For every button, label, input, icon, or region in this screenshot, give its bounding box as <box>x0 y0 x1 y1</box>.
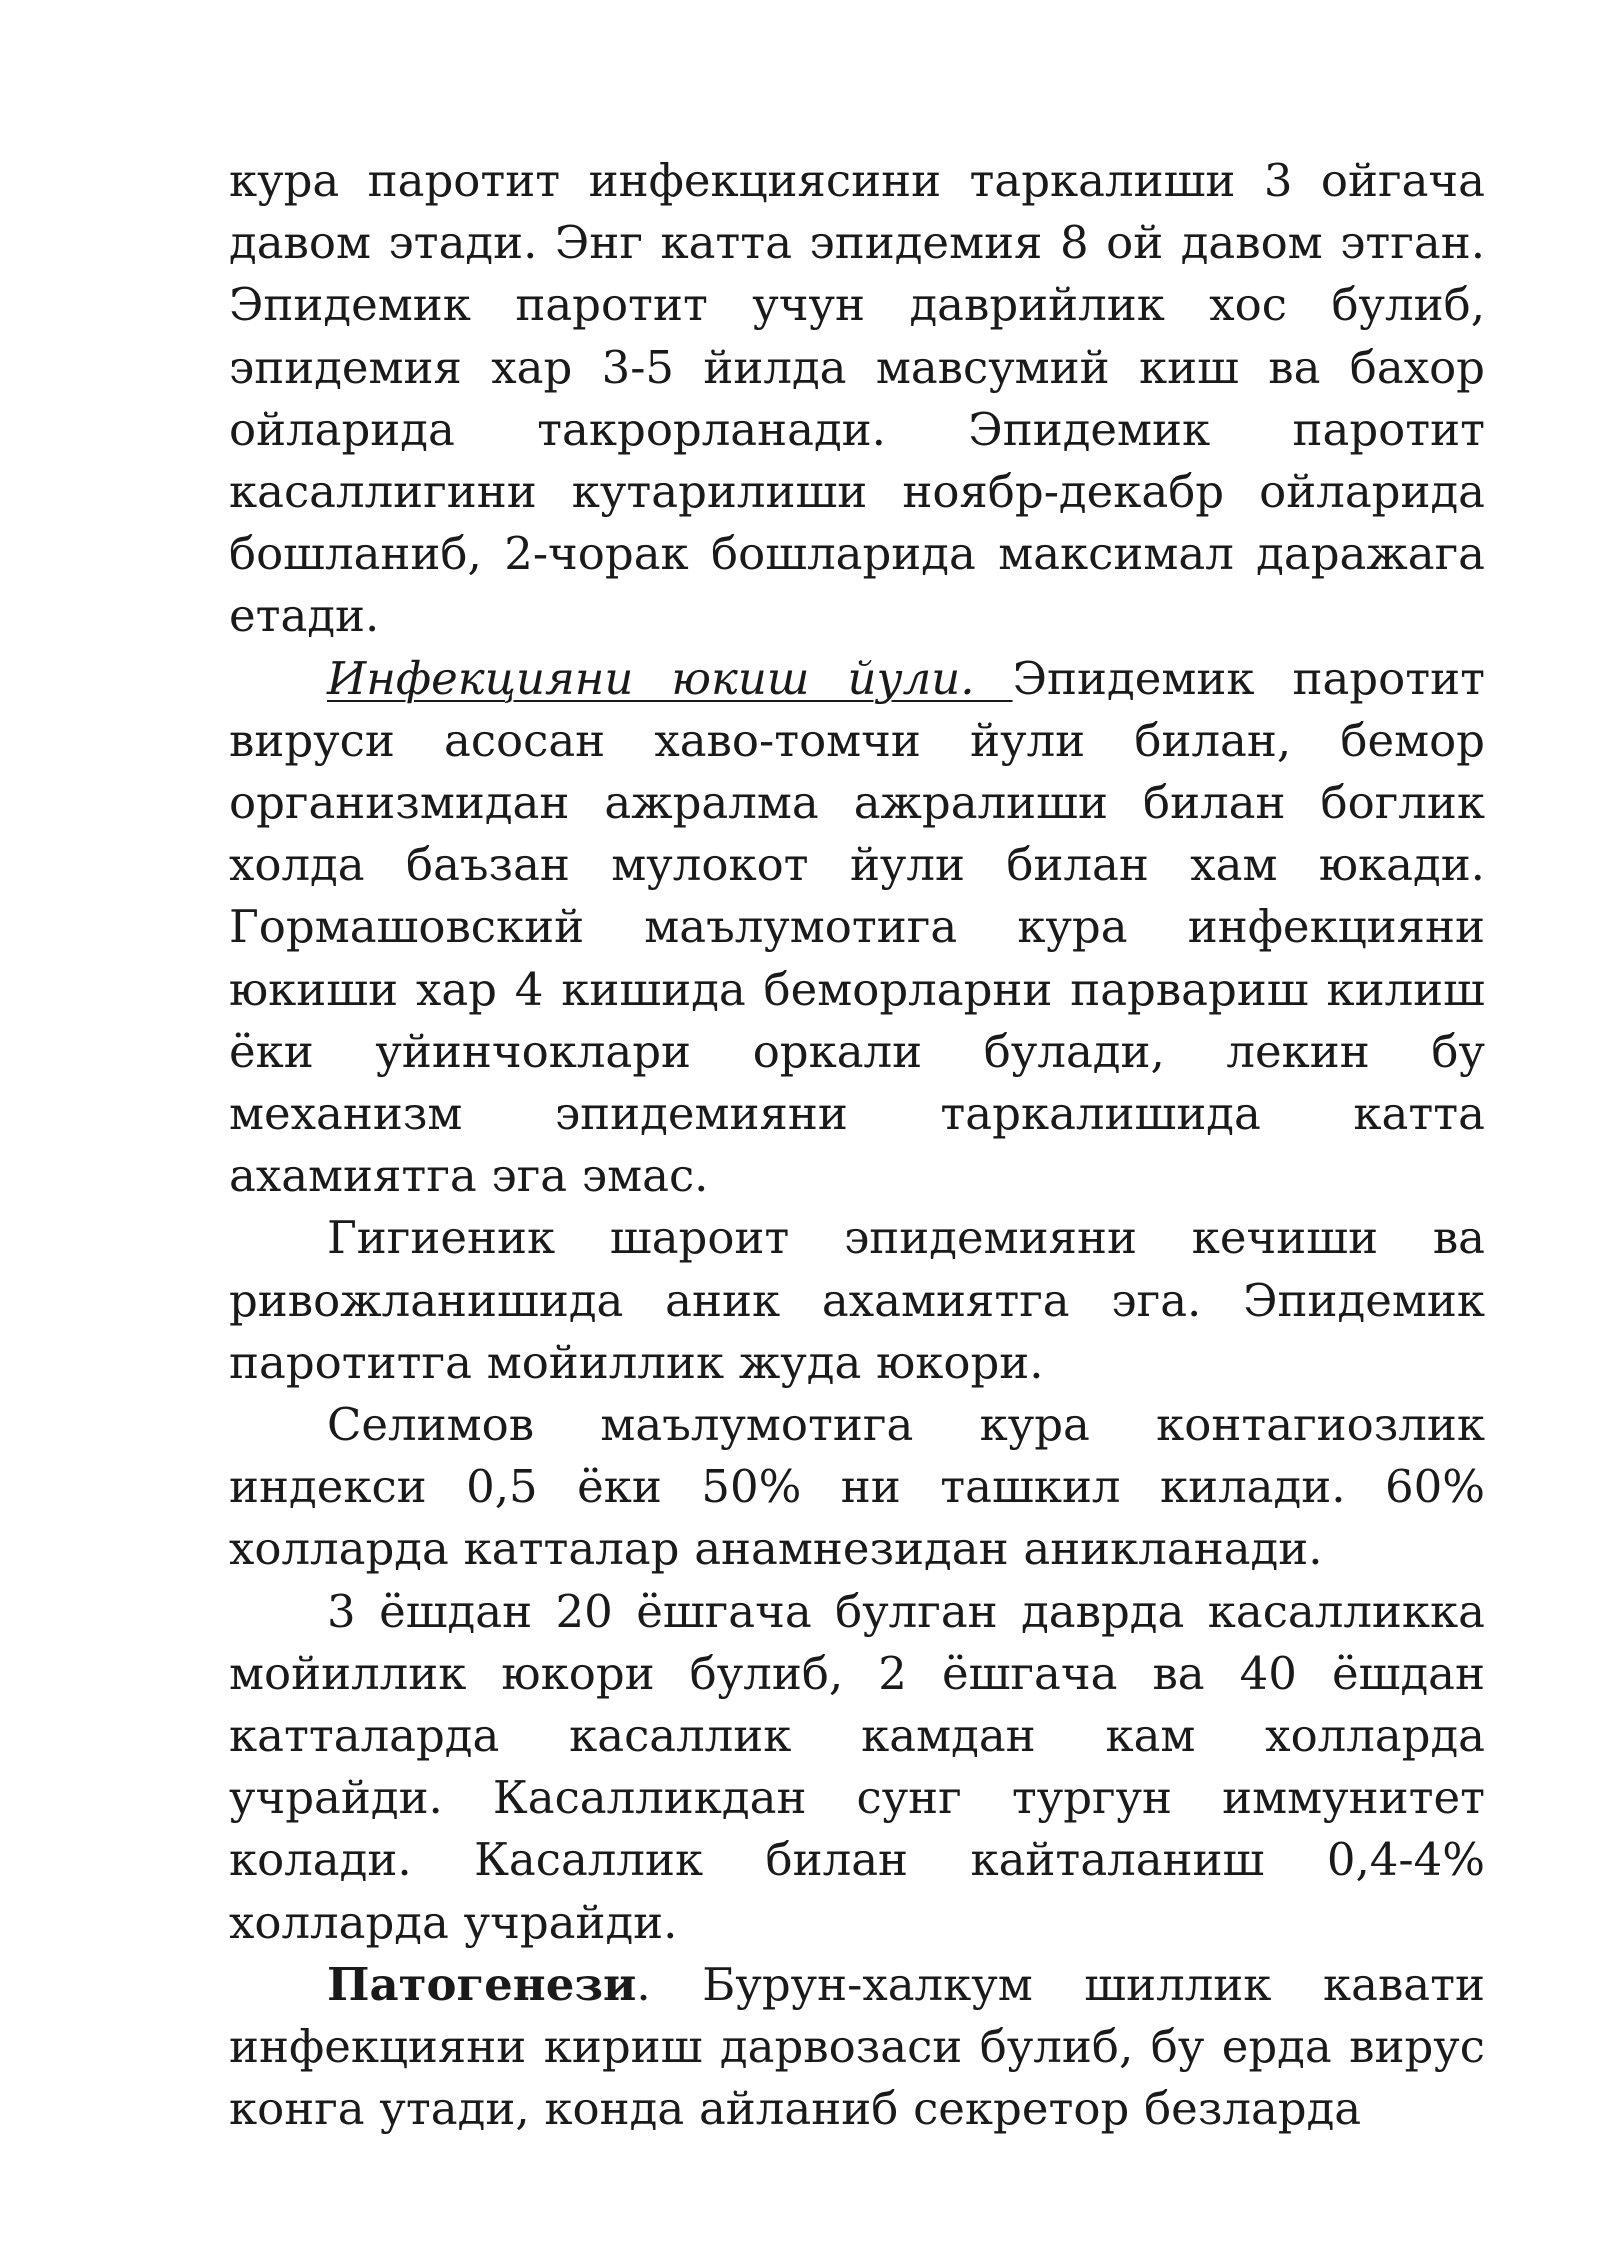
heading-pathogenesis: Патогенези <box>327 1957 637 2011</box>
heading-transmission-route: Инфекцияни юкиш йули. <box>327 651 1013 705</box>
pathogenesis-text: . Бурун-халкум шиллик кавати инфекцияни кириш дарвозаси булиб, бу ерда вирус конга утади, конда айланиб секретор безларда <box>229 1957 1485 2136</box>
transmission-route-text: Эпидемик паротит вируси асосан хаво-томчи йули билан, бемор организмидан ажралма ажралиши билан боглик холда баъзан мулокот йули билан хам юкади. Гормашовский маълумотига кура инфекцияни юкиши хар 4 кишида беморларни парвариш килиш ёки уйинчоклари оркали булади, лекин бу механизм эпидемияни таркалишида катта ахамиятга эга эмас. <box>229 651 1485 1203</box>
paragraph-contagiousness-index: Селимов маълумотига кура контагиозлик индекси 0,5 ёки 50% ни ташкил килади. 60% холларда катталар анамнезидан аникланади. <box>229 1398 1485 1576</box>
document-page <box>229 150 1485 2141</box>
paragraph-pathogenesis <box>229 1954 1485 2141</box>
paragraph-transmission-route <box>229 648 1485 1208</box>
paragraph-age-susceptibility: 3 ёшдан 20 ёшгача булган даврда касалликка мойиллик юкори булиб, 2 ёшгача ва 40 ёшдан катталарда касаллик камдан кам холларда учрайди. Касалликдан сунг тургун иммунитет колади. Касаллик билан кайталаниш 0,4-4% холларда учрайди. <box>229 1584 1485 1949</box>
paragraph-epidemic-duration: кура паротит инфекциясини таркалиши 3 ойгача давом этади. Энг катта эпидемия 8 ой давом этган. Эпидемик паротит учун даврийлик хос булиб, эпидемия хар 3-5 йилда мавсумий киш ва бахор ойларида такрорланади. Эпидемик паротит касаллигини кутарилиши ноябр-декабр ойларида бошланиб, 2-чорак бошларида максимал даражага етади. <box>229 154 1485 643</box>
paragraph-hygiene-conditions: Гигиеник шароит эпидемияни кечиши ва ривожланишида аник ахамиятга эга. Эпидемик паротитга мойиллик жуда юкори. <box>229 1211 1485 1389</box>
